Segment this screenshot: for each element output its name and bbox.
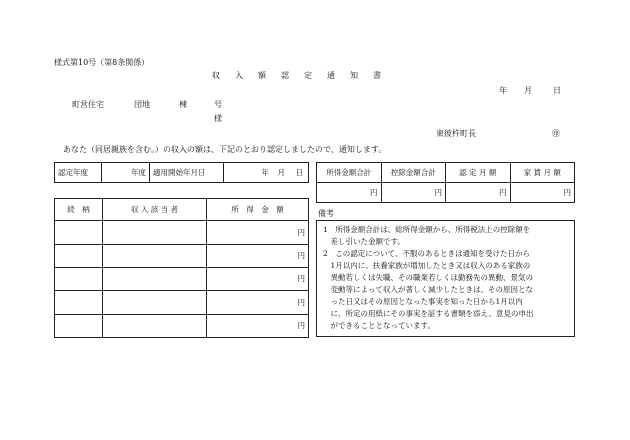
form-number: 様式第10号（第8条関係） [54, 58, 150, 67]
summary-header-certified-monthly: 認 定 月 額 [446, 163, 511, 183]
earner-cell[interactable] [103, 221, 207, 244]
unit-label: 号 [214, 100, 222, 109]
summary-header-rent-monthly: 家 賃 月 額 [510, 163, 575, 183]
start-month: 月 [277, 167, 285, 177]
summary-value-deduction-total: 円 [381, 183, 446, 203]
relation-cell[interactable] [55, 267, 103, 290]
note-line: 1 所得金額合計は、総所得金額から、所得税法上の控除額を [323, 225, 531, 234]
start-day: 日 [295, 167, 303, 177]
honorific: 様 [214, 114, 222, 123]
note-line: に、所定の用紙にその事実を証する書類を添え、意見の申出 [323, 309, 534, 318]
earner-cell[interactable] [103, 291, 207, 314]
summary-value-certified-monthly: 円 [446, 183, 511, 203]
complex-label: 団地 [134, 100, 150, 109]
income-header-earner: 収 入 該 当 者 [103, 199, 207, 221]
intro-text: あなた（同居親族を含む。）の収入の額は、下記のとおり認定しましたので、通知します。 [63, 145, 387, 154]
earner-cell[interactable] [103, 267, 207, 290]
summary-header-deduction-total: 控除金額合計 [381, 163, 446, 183]
start-date-cell [224, 163, 309, 183]
notes-title: 備考 [318, 209, 334, 218]
amount-cell[interactable]: 円 [207, 267, 309, 290]
start-date-label: 適用開始年月日 [150, 163, 224, 183]
table-row [55, 314, 309, 337]
seal-mark: ㊞ [552, 129, 560, 138]
relation-cell[interactable] [55, 314, 103, 337]
earner-cell[interactable] [103, 244, 207, 267]
cert-year-cell: 年度 [102, 163, 150, 183]
note-line: 変動等によって収入が著しく減少したときは、その原因とな [323, 285, 533, 294]
table-row [55, 267, 309, 290]
income-table [54, 198, 309, 338]
note-line: 差し引いた金額です。 [323, 237, 405, 246]
note-line: った日又はその原因となった事実を知った日から1月以内 [323, 297, 523, 306]
amount-cell[interactable]: 円 [207, 291, 309, 314]
document-title: 収入額認定通知書 [212, 71, 396, 80]
cert-year-label: 認定年度 [55, 163, 102, 183]
income-header-relation: 続 柄 [55, 199, 103, 221]
start-year: 年 [261, 167, 269, 177]
mayor-title: 東彼杵町長 [436, 129, 476, 138]
relation-cell[interactable] [55, 244, 103, 267]
summary-header-income-total: 所得金額合計 [317, 163, 382, 183]
table-row [55, 221, 309, 244]
note-line: 異動若しくは失職、その職業若しくは勤務先の異動、景気の [323, 273, 533, 282]
table-row [55, 291, 309, 314]
building-label: 棟 [179, 100, 187, 109]
table-row [55, 244, 309, 267]
town-housing-label: 町営住宅 [72, 100, 104, 109]
income-header-amount: 所 得 金 額 [207, 199, 309, 221]
date-year: 年 [499, 86, 507, 95]
note-line: 2 この認定について、不服のあるときは通知を受けた日から [323, 249, 530, 258]
amount-cell[interactable]: 円 [207, 314, 309, 337]
amount-cell[interactable]: 円 [207, 221, 309, 244]
summary-table [316, 162, 575, 203]
note-line: ができることとなっています。 [323, 321, 435, 330]
earner-cell[interactable] [103, 314, 207, 337]
relation-cell[interactable] [55, 221, 103, 244]
amount-cell[interactable]: 円 [207, 244, 309, 267]
date-month: 月 [524, 86, 532, 95]
notes-box [316, 220, 575, 337]
certification-table [54, 162, 309, 183]
relation-cell[interactable] [55, 291, 103, 314]
summary-value-rent-monthly: 円 [510, 183, 575, 203]
note-line: 1月以内に、扶養家族が増加したとき又は収入のある家族の [323, 261, 531, 270]
summary-value-income-total: 円 [317, 183, 382, 203]
date-day: 日 [553, 86, 561, 95]
